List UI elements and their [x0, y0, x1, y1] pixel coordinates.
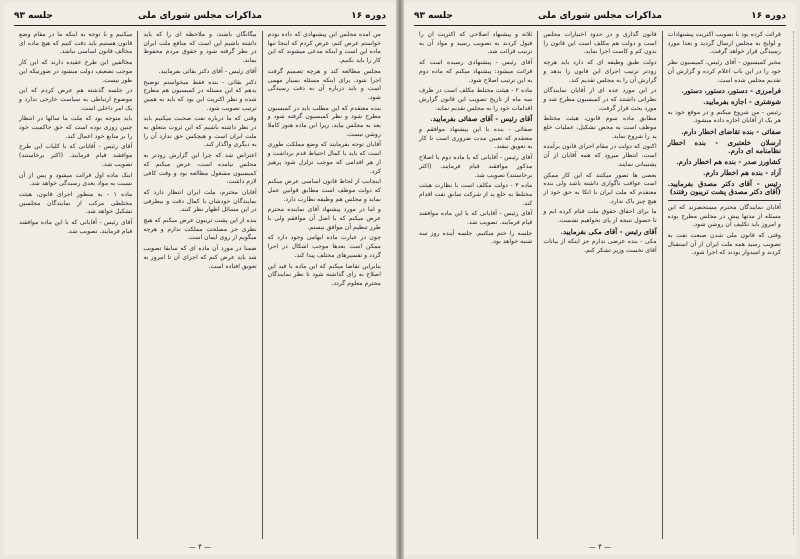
- speaker-line: کشاورز صدر - بنده هم اخطار دارم.: [676, 157, 781, 167]
- paragraph: دولت طبق وظیفه ای که دارد باید هرچه زودتر ترتیب اجرای این قانون را بدهد و گزارش آن را به مجلس تقدیم کند.: [543, 59, 657, 84]
- right-page-number: — ۴ —: [588, 543, 612, 551]
- paragraph: آقایان محترم، ملت ایران انتظار دارد که نمایندگان خودشان با کمال دقت و بیطرفی در این مسائل اظهار نظر کنند.: [143, 188, 257, 214]
- paragraph: آقایان توجه بفرمایند که وضع مملکت طوری است که باید با کمال احتیاط قدم برداشت و از هر اقدامی که موجب تزلزل شود پرهیز کرد.: [267, 141, 381, 175]
- paragraph: رئیس - من شروع میکنم و در موقع خود به هر یک از آقایان اجازه داده میشود.: [667, 108, 781, 125]
- speaker-line: آزاد - بنده هم اخطار دارم.: [703, 167, 781, 177]
- paragraph: ماده ۳ - دولت مکلف است با نظارت هیئت مختلط به خلع ید از شرکت سابق نفت اقدام کند.: [419, 182, 533, 207]
- paragraph: دکتر بقائی - بنده فقط میخواستم توضیح بدهم که این مسئله در کمیسیون هم مطرح شده و نظر اکثریت این بود که باید به همین ترتیب تصویب شود.: [143, 78, 257, 112]
- book-gutter: [396, 0, 404, 559]
- paragraph: قرائت کرده بود با تصویب اکثریت پیشنهادات و لوایح به مجلس ارسال گردید و بعدا مورد رسیدگی قرار خواهد گرفت.: [667, 31, 781, 56]
- left-header-section: دوره ۱۶: [351, 11, 386, 21]
- paragraph: آقای رئیس - آقایانی که با ماده دوم با اصلاح مذکور موافقند قیام فرمایند. (اکثر برخاستند) تصویب شد.: [419, 154, 533, 179]
- speaker-line: آقای رئیس - آقای مکی بفرمایید.: [560, 226, 657, 236]
- paragraph: و اما در مورد پیشنهاد آقای نماینده محترم عرض میکنم که با اصل آن موافقم ولی با طرز تنظیم آن موافق نیستم.: [267, 206, 381, 231]
- paragraph: جلسه را ختم میکنیم. جلسه آینده روز سه شنبه خواهد بود.: [419, 229, 533, 246]
- right-header-section: دوره ۱۶: [751, 11, 786, 21]
- paragraph: مخالفین این طرح عقیده دارند که این کار موجب تضعیف دولت میشود در صورتیکه این طور نیست.: [19, 59, 133, 84]
- paragraph: بنابراین تقاضا میکنم که این ماده با قید این اصلاح به رای گذاشته شود تا نظر نمایندگان محترم معلوم گردد.: [267, 262, 381, 287]
- paragraph: صفائی - بنده با این پیشنهاد موافقم و معتقدم که تعیین مدت ضروری است تا کار به تعویق نیفتد.: [419, 126, 533, 151]
- speaker-line: ارسلان خلعتبری - بنده اخطار نظامنامه ای دارم.: [667, 137, 781, 156]
- paragraph: در این مورد عده ای از آقایان نمایندگان نظراتی داشتند که در کمیسیون مطرح شد و مورد بحث قرار گرفت.: [543, 87, 657, 112]
- left-page-number: — ۴ —: [188, 543, 212, 551]
- speaker-line: صفائی - بنده تقاضای اخطار دارم.: [681, 127, 781, 137]
- speaker-line: آقای رئیس - آقای صفائی بفرمایید.: [430, 114, 533, 124]
- left-page-columns: [14, 31, 386, 539]
- divider: [668, 200, 781, 201]
- paragraph: اکنون که دولت در مقام اجرای قانون برآمده است، انتظار میرود که همه آقایان از آن پشتیبانی نمایند.: [543, 143, 657, 168]
- left-column-1: [263, 31, 386, 539]
- speaker-line: رئیس - آقای دکتر مصدق بفرمایید. (آقای دکتر مصدق پشت تریبون رفتند): [667, 178, 781, 197]
- paragraph: میکنیم و با توجه به اینکه ما در مقام وضع قانون هستیم باید دقت کنیم که هیچ ماده ای مخالف قانون اساسی نباشد.: [19, 31, 133, 56]
- paragraph: من آمده مجلس این پیشنهادی که داده بودم خواستم عرض کنم، عرض کردم که اینجا تنها ماده این است و اینکه مدعی میشوند که این کار را باید بکنیم.: [267, 31, 381, 65]
- paragraph: مخبر کمیسیون - آقای رئیس، کمیسیون نظر خود را در این باب اعلام کرده و گزارش آن تقدیم مجلس شده است.: [667, 59, 781, 84]
- right-header-title: مذاکرات مجلس شورای ملی: [537, 11, 663, 21]
- right-page-columns: [414, 31, 786, 539]
- paragraph: در جلسه گذشته هم عرض کردم که این موضوع ارتباطی به سیاست خارجی ندارد و یک امر داخلی است.: [19, 87, 133, 112]
- paragraph: آقایان نمایندگان محترم مستحضرند که این مسئله از مدتها پیش در مجلس مطرح بوده و امروز باید تکلیف آن روشن شود.: [667, 203, 781, 229]
- paragraph: ماده ۱ - به منظور اجرای قانون، هیئت مختلطی مرکب از نمایندگان مجلسین تشکیل خواهد شد.: [19, 190, 133, 216]
- right-page: [404, 3, 796, 555]
- left-header-volume: جلسه ۹۳: [14, 11, 53, 21]
- paragraph: اینجانب از لحاظ قانون اساسی عرض میکنم که دولت موظف است مطابق قوانین عمل نماید و مجلس هم وظیفه نظارت دارد.: [267, 178, 381, 203]
- paragraph: چون در عبارت ماده ابهامی وجود دارد که ممکن است بعدها موجب اشکال در اجرا گردد و تفسیرهای مختلف پیدا کند.: [267, 234, 381, 259]
- paragraph: مجلس مطالعه کند و هرچه تصمیم گرفت اجرا شود. برای اینکه مسئله بسیار مهمی است و باید درباره آن به دقت رسیدگی شود.: [267, 67, 381, 101]
- left-column-2: [138, 31, 262, 539]
- paragraph: اینک ماده اول قرائت میشود و پس از آن نسبت به مواد بعدی رسیدگی خواهد شد.: [19, 171, 133, 188]
- paragraph: بعضی ها تصور میکنند که این کار ممکن است عواقب ناگواری داشته باشد ولی بنده معتقدم که ملت ایران با اتکا به حق خود از هیچ چیز باک ندارد.: [543, 171, 657, 205]
- paragraph: آقای رئیس - آقایانی که با این ماده موافقند قیام فرمایند. تصویب شد.: [19, 219, 133, 235]
- paragraph: آقای رئیس - آقای دکتر بقائی بفرمایید.: [158, 67, 257, 75]
- right-column-3: [414, 31, 538, 539]
- paragraph: بنده معتقدم که این مطلب باید در کمیسیون مطرح شود و نظر کمیسیون گرفته شود و بعد به مجلس بیاید، زیرا این ماده هنوز کاملا روشن نیست.: [267, 104, 381, 138]
- right-page-header: [414, 9, 786, 26]
- left-page: [4, 3, 396, 555]
- right-column-1: [663, 31, 786, 539]
- left-header-title: مذاکرات مجلس شورای ملی: [137, 11, 263, 21]
- paragraph: ثلاثه و پیشنهاد اصلاحی که اکثریت آن را قبول کردند به تصویب رسید و مواد آن به ترتیب قرائت شد.: [419, 31, 533, 56]
- paragraph: بنده از این پشت تریبون عرض میکنم که هیچ نظری جز مصلحت مملکت ندارم و هرچه میگویم از روی ایمان است.: [143, 217, 257, 242]
- paragraph: قانون گذاری و در حدود اختیارات مجلس است و دولت هم مکلف است این قانون را بدون کم و کاست اجرا نماید.: [543, 31, 657, 56]
- paragraph: مکی - بنده عرضی ندارم جز اینکه از بیانات آقای نخست وزیر تشکر کنم.: [543, 238, 657, 255]
- paragraph: اعتراض شد که چرا این گزارش زودتر به مجلس نیامده است، عرض میکنم که کمیسیون مشغول مطالعه بود و وقت کافی لازم داشت.: [143, 152, 257, 186]
- paragraph: وقتی که ما درباره نفت صحبت میکنیم باید در نظر داشته باشیم که این ثروت متعلق به ملت ایران است و هیچکس حق ندارد آن را به دیگری واگذار کند.: [143, 115, 257, 149]
- right-header-volume: جلسه ۹۳: [414, 11, 453, 21]
- paragraph: ما برای احقاق حقوق ملت قیام کرده ایم و تا حصول نتیجه از پای نخواهیم نشست.: [543, 208, 657, 225]
- left-column-3: [14, 31, 138, 539]
- paragraph: ماده ۲ - هیئت مختلط مکلف است در ظرف سه ماه از تاریخ تصویب این قانون گزارش اقدامات خود را به مجلس تقدیم نماید.: [419, 87, 533, 112]
- speaker-line: شوشتری - اجازه بفرمایید.: [703, 96, 781, 106]
- paragraph: آقای رئیس - پیشنهادی رسیده است که قرائت میشود: پیشنهاد میکنم که ماده دوم به این ترتیب اصلاح شود.: [419, 59, 533, 84]
- paragraph: آقای رئیس - آقایانی که با این ماده موافقند قیام فرمایند. تصویب شد.: [419, 210, 533, 227]
- right-column-2: [538, 31, 662, 539]
- page-margin: [790, 31, 794, 535]
- left-page-header: [14, 9, 386, 26]
- speaker-line: فرامرزی - دستور، دستور، دستور.: [681, 86, 781, 96]
- paragraph: وقتی که قانون ملی شدن صنعت نفت به تصویب رسید همه ملت ایران از آن استقبال کردند و امیدوار بودند که اجرا شود.: [667, 232, 781, 257]
- paragraph: ضمنا در مورد آن ماده ای که سابقا تصویب شد باید عرض کنم که اجرای آن تا امروز به تعویق افتاده است.: [143, 245, 257, 270]
- paragraph: باید متوجه بود که ملت ما سالها در انتظار چنین روزی بوده است که حق حاکمیت خود را بر منابع خود اعمال کند.: [19, 115, 133, 140]
- paragraph: آقای رئیس - آقایانی که با کلیات این طرح موافقند قیام فرمایند. (اکثر برخاستند) تصویب شد.: [19, 143, 133, 168]
- paragraph: بیگانگان باشند، و ملاحظه ای را که باید داشته باشیم این است که منافع ملت ایران در نظر گرفته شود و حقوق مردم محفوظ بماند.: [143, 31, 257, 65]
- paragraph: مطابق ماده سوم قانون، هیئت مختلط موظف است به محض تشکیل، عملیات خلع ید را شروع نماید.: [543, 115, 657, 140]
